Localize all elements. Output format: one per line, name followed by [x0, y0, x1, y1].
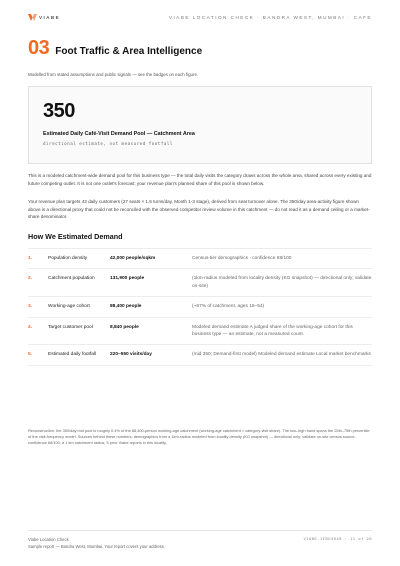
demand-stat-card	[28, 86, 372, 164]
demand-value: 350	[43, 100, 75, 122]
brand-logo	[28, 14, 60, 21]
step-note: (mid 350; Demand-first model) Modeled demand estimate Local market benchmarks	[192, 352, 371, 358]
section-title	[28, 38, 372, 58]
footer-divider	[28, 530, 372, 531]
step-row	[28, 249, 372, 269]
step-row	[28, 318, 372, 346]
section-number: 03	[28, 37, 50, 59]
header-context: VIABE LOCATION CHECK · BANDRA WEST, MUMBAI · CAFE	[168, 14, 372, 20]
step-value: 131,900 people	[110, 276, 145, 282]
estimate-steps-table	[28, 248, 372, 366]
footer-disclaimer: Sample report — Bandra West, Mumbai. Your report covers your address.	[28, 544, 166, 549]
step-note: Modeled demand estimate A judged share of the working-age cohort for this business type — an estimate, not a measured count.	[192, 324, 353, 338]
step-label: Working-age cohort	[48, 304, 90, 310]
step-value: 220–550 visits/day	[110, 352, 152, 358]
demand-label: Estimated Daily Café-Visit Demand Pool — Catchment Area	[43, 131, 195, 137]
page-footer	[28, 536, 165, 550]
step-value: 8,840 people	[110, 324, 139, 330]
step-note: Census-tier demographics · confidence 68/100	[192, 256, 292, 261]
step-note: (~67% of catchment, ages 15–54)	[192, 304, 265, 310]
step-row	[28, 269, 372, 297]
intro-paragraph: This is a modeled catchment-wide demand pool for this business type — the total daily visits the category draws across the whole area, shared across every existing and future competing outlet. It is not one outlet's forecast; your revenue plan's planned share of this pool is shown below.	[28, 173, 372, 186]
demand-note: directional estimate, not measured footfall	[43, 141, 173, 146]
revenue-plan-paragraph: Your revenue plan targets 43 daily customers (27 seats × 1.6 turns/day, Month 1-3 stage), derived from seat turnover alone. The 350/day area-activity figure shown above is a directional proxy that could not be reconciled with the observed competitor review volume in this catchment — do not read it as a demand ceiling or a market-share denominator.	[28, 199, 370, 220]
page-header	[28, 10, 372, 24]
step-label: Catchment population	[48, 276, 95, 282]
step-value: 88,400 people	[110, 304, 142, 310]
step-note: (1km-radius modeled from locality density (KG snapshot) — directional only; validate on-site)	[192, 276, 372, 289]
page-number: VIABE-1IBG3648 · 11 of 20	[303, 536, 372, 541]
reconciliation-note: Reconstruction: the 350/day mid pool is roughly 0.4% of the 88,400-person working-age catchment (working-age catchment × category-visit share). The low–high band spans the 25th–75th percentile of the visit-frequency model. Sources behind these numbers: demographics from a 1km-radius modeled from locality density (KG snapshot) — directional only; validate on-site census source, confidence 68/100; a 1 km catchment radius; 5 prior Viabe reports in this locality.	[28, 428, 370, 446]
viabe-logo-icon	[28, 14, 37, 21]
section-subtitle: Modelled from stated assumptions and public signals — see the badges on each figure.	[28, 72, 199, 77]
step-row	[28, 345, 372, 365]
step-number: 5.	[28, 352, 33, 358]
step-label: Population density	[48, 256, 88, 261]
section-heading: Foot Traffic & Area Intelligence	[55, 46, 203, 57]
step-label: Target customer pool	[48, 324, 93, 330]
step-number: 2.	[28, 276, 33, 282]
step-number: 4.	[28, 324, 33, 330]
step-number: 3.	[28, 304, 33, 310]
step-value: 42,000 people/sqkm	[110, 256, 156, 261]
step-label: Estimated daily footfall	[48, 352, 96, 358]
step-number: 1.	[28, 256, 33, 261]
footer-brand: Viabe Location Check	[28, 537, 69, 542]
logo-text: VIABE	[39, 14, 61, 20]
step-row	[28, 297, 372, 317]
estimate-heading: How We Estimated Demand	[28, 232, 123, 241]
